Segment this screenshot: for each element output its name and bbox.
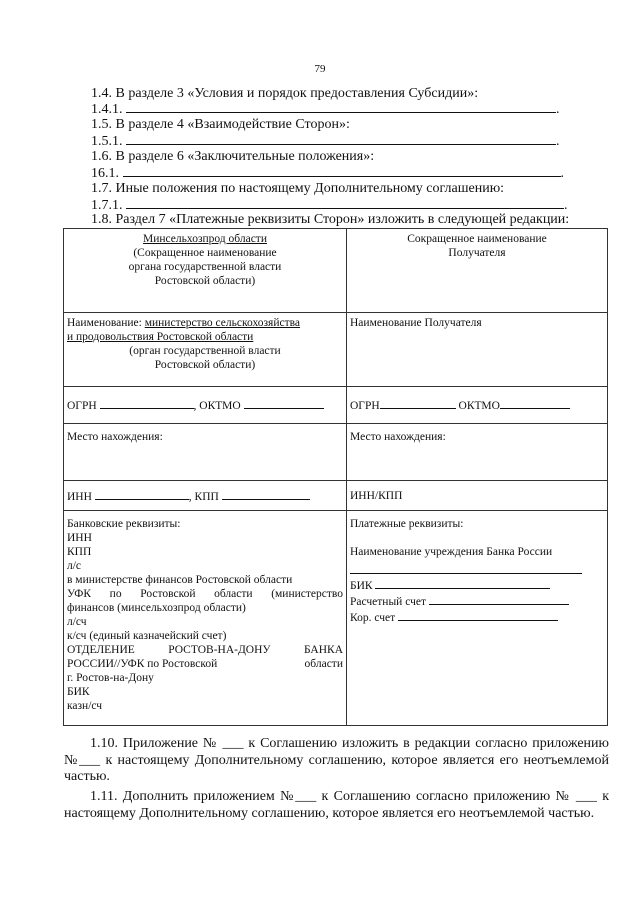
line-end-dot: . xyxy=(564,198,568,213)
line-1-5-1-number: 1.5.1. xyxy=(91,134,123,149)
pay-account-line xyxy=(350,593,604,609)
paragraph-1-11: 1.11. Дополнить приложением №___ к Соглашению согласно приложению № ___ к настоящему Дополнительному соглашению, которое является его неотъемлемой частью. xyxy=(64,789,609,821)
location-right-cell xyxy=(347,424,608,481)
inn-left-cell xyxy=(64,481,347,511)
bank-title: Банковские реквизиты: xyxy=(67,518,181,530)
pay-account: Расчетный счет xyxy=(350,596,426,608)
name-label: Наименование: xyxy=(67,317,142,329)
bank-branch-cont xyxy=(67,657,343,671)
name-cell xyxy=(64,313,347,387)
fill-blank xyxy=(375,577,550,589)
line-1-7-1-number: 1.7.1. xyxy=(91,198,123,213)
table-row xyxy=(64,387,608,424)
left-header-name: Минсельхозпрод области xyxy=(143,233,267,245)
line-end-dot: . xyxy=(556,134,560,149)
pay-bank: Наименование учреждения Банка России xyxy=(350,546,553,558)
fill-blank xyxy=(123,165,561,177)
bank-branch-cont-b: области xyxy=(304,658,343,670)
fill-blank xyxy=(350,559,582,574)
kpp-left-label: , КПП xyxy=(188,490,219,503)
ogrn-right-label: ОГРН xyxy=(350,400,380,412)
fill-blank xyxy=(126,133,556,145)
pay-title: Платежные реквизиты: xyxy=(350,518,464,530)
inn-kpp-right: ИНН/КПП xyxy=(350,489,403,502)
fill-blank xyxy=(100,397,194,409)
fill-blank xyxy=(126,101,556,113)
fill-blank xyxy=(429,593,569,605)
line-1-7: 1.7. Иные положения по настоящему Дополнительному соглашению: xyxy=(91,181,505,196)
bank-bik: БИК xyxy=(67,686,90,698)
left-header-cell xyxy=(64,229,347,313)
left-header-note: (Сокращенное наименование xyxy=(133,247,277,259)
fill-blank xyxy=(244,397,324,409)
left-header-note: органа государственной власти xyxy=(128,261,282,273)
right-header-cell xyxy=(347,229,608,313)
recipient-name: Наименование Получателя xyxy=(350,317,482,329)
bank-inn: ИНН xyxy=(67,532,92,544)
name-line xyxy=(67,316,343,330)
line-1-5: 1.5. В разделе 4 «Взаимодействие Сторон»: xyxy=(91,117,350,132)
location-right: Место нахождения: xyxy=(350,431,446,443)
pay-korr-line xyxy=(350,609,604,625)
line-end-dot: . xyxy=(560,166,564,181)
fill-blank xyxy=(500,397,570,409)
right-header-line: Сокращенное наименование xyxy=(407,233,547,245)
bank-ministry: в министерстве финансов Ростовской области xyxy=(67,574,293,586)
line-1-6: 1.6. В разделе 6 «Заключительные положения»: xyxy=(91,149,375,164)
fill-blank xyxy=(126,197,564,209)
line-1-5-1 xyxy=(91,133,560,150)
line-16-1-number: 16.1. xyxy=(91,166,119,181)
bank-ls: л/с xyxy=(67,560,82,572)
oktmo-left-label: , ОКТМО xyxy=(193,400,241,412)
location-left-cell xyxy=(64,424,347,481)
bank-details-cell xyxy=(64,511,347,726)
line-1-4-1-number: 1.4.1. xyxy=(91,102,123,117)
payment-details-cell xyxy=(347,511,608,726)
table-row xyxy=(64,313,608,387)
table-row xyxy=(64,424,608,481)
pay-korr: Кор. счет xyxy=(350,612,396,624)
bank-branch: ОТДЕЛЕНИЕ РОСТОВ-НА-ДОНУ БАНКА xyxy=(67,644,343,656)
name-note: (орган государственной власти xyxy=(129,345,281,357)
recipient-name-cell xyxy=(347,313,608,387)
bank-kpp: КПП xyxy=(67,546,92,558)
bank-lsch: л/сч xyxy=(67,616,87,628)
ogrn-right-cell xyxy=(347,387,608,424)
location-left: Место нахождения: xyxy=(67,431,163,443)
paragraph-1-10: 1.10. Приложение № ___ к Соглашению изложить в редакции согласно приложению №___ к настоящему Дополнительному соглашению, которое является его неотъемлемой частью. xyxy=(64,736,609,784)
fill-blank xyxy=(380,397,456,409)
name-note: Ростовской области) xyxy=(154,359,256,371)
table-row xyxy=(64,229,608,313)
bank-kazn: казн/сч xyxy=(67,700,103,712)
line-16-1 xyxy=(91,165,564,182)
fill-blank xyxy=(398,609,558,621)
bank-city: г. Ростов-на-Дону xyxy=(67,672,154,684)
fill-blank xyxy=(95,488,189,500)
line-1-4-1 xyxy=(91,101,560,118)
left-header-note: Ростовской области) xyxy=(154,275,256,287)
name-value: министерство сельскохозяйства xyxy=(144,317,301,329)
inn-kpp-right-cell xyxy=(347,481,608,511)
line-1-8: 1.8. Раздел 7 «Платежные реквизиты Сторон» изложить в следующей редакции: xyxy=(91,212,570,227)
fill-blank xyxy=(222,488,310,500)
bank-ksch: к/сч (единый казначейский счет) xyxy=(67,630,227,642)
table-row xyxy=(64,511,608,726)
page-number: 79 xyxy=(314,63,326,75)
line-end-dot: . xyxy=(556,102,560,117)
bank-branch-cont-a: РОССИИ//УФК по Ростовской xyxy=(67,658,218,670)
line-1-4: 1.4. В разделе 3 «Условия и порядок предоставления Субсидии»: xyxy=(91,86,479,101)
name-value-cont: и продовольствия Ростовской области xyxy=(67,331,254,343)
ogrn-left-label: ОГРН xyxy=(67,400,97,412)
bank-ufk-cont: финансов (минсельхозпрод области) xyxy=(67,602,246,614)
pay-bik-line xyxy=(350,577,604,593)
payment-details-table xyxy=(63,228,608,726)
right-header-line: Получателя xyxy=(448,247,506,259)
inn-left-label: ИНН xyxy=(67,490,92,503)
table-row xyxy=(64,481,608,511)
pay-bik: БИК xyxy=(350,580,373,592)
ogrn-left-cell xyxy=(64,387,347,424)
oktmo-right-label: ОКТМО xyxy=(458,400,500,412)
bank-ufk: УФК по Ростовской области (министерство xyxy=(67,588,343,600)
